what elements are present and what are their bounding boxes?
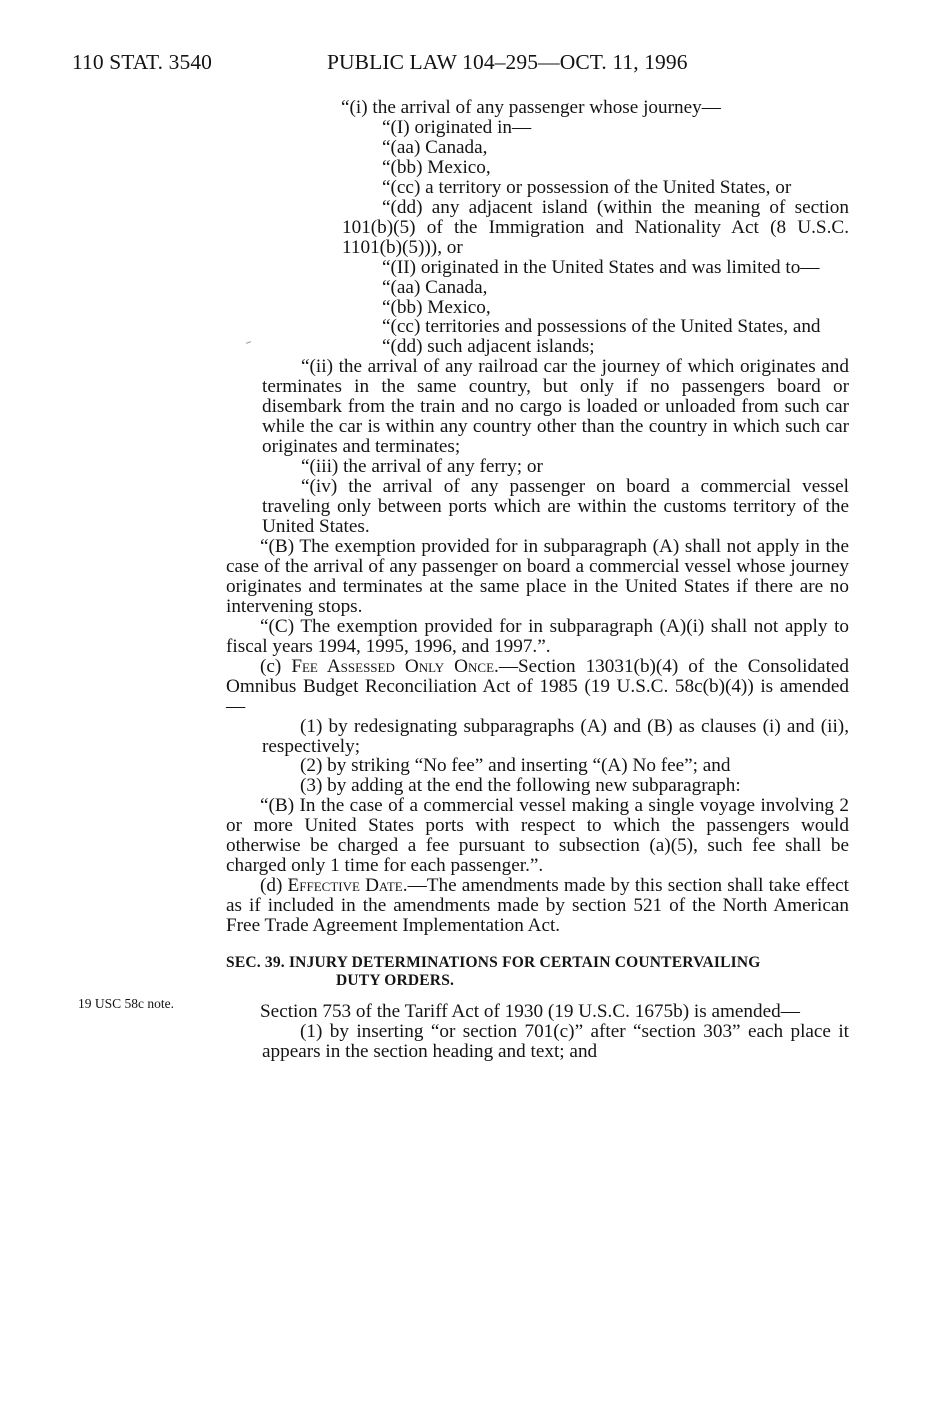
- amendment-3: (3) by adding at the end the following new subparagraph:: [300, 775, 741, 797]
- amendment-2: (2) by striking “No fee” and inserting “(A) No fee”; and: [300, 755, 731, 777]
- item-dd-islands: “(dd) such adjacent islands;: [382, 336, 595, 358]
- section-39-heading-line1: SEC. 39. INJURY DETERMINATIONS FOR CERTAIN COUNTERVAILING: [226, 954, 761, 972]
- section-39-heading: [226, 954, 849, 990]
- subsection-d-heading: Effective Date.: [287, 875, 408, 897]
- subparagraph-B: “(B) The exemption provided for in subparagraph (A) shall not apply in the case of the arrival of any passenger on board a commercial vessel whose journey originates and terminates at the same place in the United States if there are no intervening stops.: [226, 535, 849, 617]
- subsection-c: [226, 657, 849, 717]
- subsection-c-label: (c): [260, 655, 282, 677]
- subsection-c-heading: Fee Assessed Only Once.: [291, 655, 499, 677]
- section-39-heading-line2: DUTY ORDERS.: [336, 972, 455, 990]
- clause-ii: “(ii) the arrival of any railroad car the journey of which originates and terminates in the same country, but only if no passengers board or disembark from the train and no cargo is loaded or unloaded from such car while the car is within any country other than the country in which such car originates and terminates;: [262, 356, 849, 458]
- item-dd-island: “(dd) any adjacent island (within the meaning of section 101(b)(5) of the Immigration and Nationality Act (8 U.S.C. 1101(b)(5))), or: [342, 196, 849, 258]
- amendment-1: (1) by redesignating subparagraphs (A) and (B) as clauses (i) and (ii), respectively;: [262, 715, 849, 757]
- clause-iii: “(iii) the arrival of any ferry; or: [301, 456, 543, 478]
- section-39-item-1: (1) by inserting “or section 701(c)” after “section 303” each place it appears in the section heading and text; and: [262, 1020, 849, 1062]
- item-cc-territories: “(cc) territories and possessions of the United States, and: [382, 316, 821, 338]
- margin-note-usc: 19 USC 58c note.: [78, 996, 174, 1011]
- new-subparagraph-B: “(B) In the case of a commercial vessel making a single voyage involving 2 or more United States ports with respect to which the passengers would otherwise be charged a fee pursuant to subsection (a)(5), such fee shall be charged only 1 time for each passenger.”.: [226, 795, 849, 877]
- subclause-II: “(II) originated in the United States and was limited to—: [382, 256, 820, 278]
- subsection-d: [226, 876, 849, 936]
- subsection-c-text: —Section 13031(b)(4) of the Consolidated Omnibus Budget Reconciliation Act of 1985 (19 U.S.C. 58c(b)(4)) is amended—: [226, 655, 850, 717]
- item-aa-canada: “(aa) Canada,: [382, 136, 488, 158]
- clause-i: “(i) the arrival of any passenger whose journey—: [341, 97, 721, 118]
- subparagraph-C: “(C) The exemption provided for in subparagraph (A)(i) shall not apply to fiscal years 1994, 1995, 1996, and 1997.”.: [226, 615, 849, 657]
- subsection-d-text: —The amendments made by this section shall take effect as if included in the amendments made by section 521 of the North American Free Trade Agreement Implementation Act.: [226, 875, 850, 937]
- item-bb-mexico-2: “(bb) Mexico,: [382, 296, 491, 318]
- item-aa-canada-2: “(aa) Canada,: [382, 276, 488, 298]
- subsection-d-label: (d): [260, 875, 283, 897]
- running-head-title: PUBLIC LAW 104–295—OCT. 11, 1996: [327, 50, 688, 74]
- page-reference: 110 STAT. 3540: [72, 50, 213, 74]
- section-39-intro: Section 753 of the Tariff Act of 1930 (19 U.S.C. 1675b) is amended—: [260, 1001, 800, 1023]
- subclause-I: “(I) originated in—: [382, 116, 532, 138]
- item-bb-mexico: “(bb) Mexico,: [382, 156, 491, 178]
- statute-body: [226, 98, 849, 1062]
- item-cc-territory: “(cc) a territory or possession of the United States, or: [382, 176, 792, 198]
- clause-iv: “(iv) the arrival of any passenger on board a commercial vessel traveling only between ports which are within the customs territory of the United States.: [262, 476, 849, 538]
